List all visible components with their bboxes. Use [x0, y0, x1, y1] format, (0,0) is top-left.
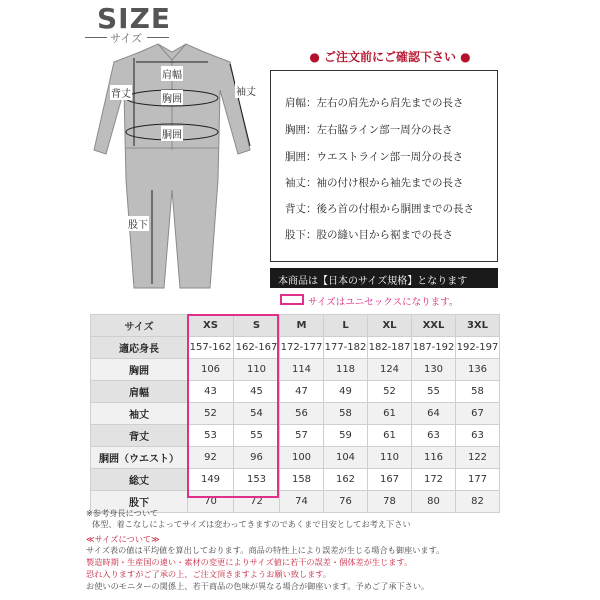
subtitle-divider-left — [85, 37, 107, 38]
coverall-diagram — [80, 40, 270, 300]
cell: 67 — [456, 403, 500, 425]
cell: 110 — [368, 447, 412, 469]
cell: 61 — [368, 425, 412, 447]
cell: 45 — [234, 381, 280, 403]
cell: 182-187 — [368, 337, 412, 359]
diagram-label-sleeve: 袖丈 — [235, 83, 257, 98]
size-table — [90, 314, 500, 513]
note-reference-detail: 体型、着こなしによってサイズは変わってきますのであくまで目安としてお考え下さい — [92, 519, 411, 529]
cell: 53 — [188, 425, 234, 447]
cell: 177 — [456, 469, 500, 491]
table-row — [91, 359, 500, 381]
cell: 64 — [412, 403, 456, 425]
row-label: 胴囲（ウエスト） — [91, 447, 188, 469]
diagram-label-back: 背丈 — [110, 85, 132, 100]
cell: 72 — [234, 491, 280, 513]
cell: 52 — [188, 403, 234, 425]
notice-line-waist: 胴囲：ウエストライン部一周分の長さ — [285, 151, 464, 163]
row-label: 適応身長 — [91, 337, 188, 359]
cell: 172-177 — [280, 337, 324, 359]
cell: 76 — [324, 491, 368, 513]
size-subtitle: サイズ — [110, 32, 143, 45]
cell: 110 — [234, 359, 280, 381]
cell: 80 — [412, 491, 456, 513]
size-title: SIZE — [97, 2, 172, 35]
cell: 49 — [324, 381, 368, 403]
cell: 158 — [280, 469, 324, 491]
highlight-legend-swatch — [280, 294, 304, 305]
table-row — [91, 337, 500, 359]
header-xl: XL — [368, 315, 412, 337]
note-size-heading: ≪サイズについて≫ — [86, 534, 160, 544]
cell: 187-192 — [412, 337, 456, 359]
header-3xl: 3XL — [456, 315, 500, 337]
diagram-label-chest: 胸囲 — [161, 90, 183, 105]
cell: 162 — [324, 469, 368, 491]
cell: 78 — [368, 491, 412, 513]
note-reference-height: ※参考身長について — [86, 508, 159, 518]
cell: 56 — [280, 403, 324, 425]
unisex-note: サイズはユニセックスになります。 — [308, 297, 459, 308]
notice-line-chest: 胸囲：左右脇ライン部一周分の長さ — [285, 124, 453, 136]
table-row — [91, 447, 500, 469]
table-row — [91, 381, 500, 403]
note-average: サイズ表の値は平均値を算出しております。商品の特性上により誤差が生じる場合も御座います。 — [86, 545, 445, 555]
cell: 58 — [456, 381, 500, 403]
notice-line-sleeve: 袖丈：袖の付け根から袖先までの長さ — [285, 177, 464, 189]
cell: 192-197 — [456, 337, 500, 359]
cell: 167 — [368, 469, 412, 491]
cell: 74 — [280, 491, 324, 513]
cell: 57 — [280, 425, 324, 447]
header-s: S — [234, 315, 280, 337]
header-l: L — [324, 315, 368, 337]
note-acknowledge: 恐れ入りますがご了承の上、ご注文頂きますようお願い致します。 — [86, 569, 331, 579]
diagram-label-shoulder: 肩幅 — [161, 66, 183, 81]
cell: 136 — [456, 359, 500, 381]
cell: 172 — [412, 469, 456, 491]
cell: 177-182 — [324, 337, 368, 359]
cell: 116 — [412, 447, 456, 469]
cell: 63 — [456, 425, 500, 447]
table-header-row — [91, 315, 500, 337]
cell: 149 — [188, 469, 234, 491]
cell: 82 — [456, 491, 500, 513]
notice-line-inseam: 股下：股の縫い目から裾までの長さ — [285, 229, 453, 241]
cell: 106 — [188, 359, 234, 381]
header-size: サイズ — [91, 315, 188, 337]
row-label: 股下 — [91, 491, 188, 513]
cell: 63 — [412, 425, 456, 447]
cell: 61 — [368, 403, 412, 425]
cell: 124 — [368, 359, 412, 381]
cell: 55 — [412, 381, 456, 403]
cell: 55 — [234, 425, 280, 447]
row-label: 総丈 — [91, 469, 188, 491]
notice-title: ● ご注文前にご確認下さい ● — [309, 50, 471, 64]
cell: 92 — [188, 447, 234, 469]
row-label: 背丈 — [91, 425, 188, 447]
note-monitor-color: お使いのモニターの関係上、若干商品の色味が異なる場合が御座います。予めご了承下さい。 — [86, 581, 430, 591]
cell: 153 — [234, 469, 280, 491]
cell: 47 — [280, 381, 324, 403]
notice-box — [270, 70, 498, 262]
cell: 157-162 — [188, 337, 234, 359]
cell: 104 — [324, 447, 368, 469]
cell: 162-167 — [234, 337, 280, 359]
notice-line-back: 背丈：後ろ首の付根から胴囲までの長さ — [285, 203, 474, 215]
cell: 100 — [280, 447, 324, 469]
cell: 118 — [324, 359, 368, 381]
cell: 54 — [234, 403, 280, 425]
cell: 52 — [368, 381, 412, 403]
notice-line-shoulder: 肩幅：左右の肩先から肩先までの長さ — [285, 97, 464, 109]
cell: 59 — [324, 425, 368, 447]
header-m: M — [280, 315, 324, 337]
table-row — [91, 425, 500, 447]
row-label: 肩幅 — [91, 381, 188, 403]
cell: 114 — [280, 359, 324, 381]
cell: 58 — [324, 403, 368, 425]
cell: 122 — [456, 447, 500, 469]
note-manufacturing: 製造時期・生産国の違い・素材の変更によりサイズ値に若干の誤差・個体差が生じます。 — [86, 557, 413, 567]
table-row — [91, 403, 500, 425]
table-row — [91, 469, 500, 491]
japan-size-banner: 本商品は【日本のサイズ規格】となります — [270, 268, 498, 288]
header-xs: XS — [188, 315, 234, 337]
cell: 70 — [188, 491, 234, 513]
diagram-label-inseam: 股下 — [127, 216, 149, 231]
subtitle-divider-right — [147, 37, 169, 38]
diagram-label-waist: 胴囲 — [161, 126, 183, 141]
header-xxl: XXL — [412, 315, 456, 337]
cell: 96 — [234, 447, 280, 469]
cell: 130 — [412, 359, 456, 381]
row-label: 胸囲 — [91, 359, 188, 381]
cell: 43 — [188, 381, 234, 403]
row-label: 袖丈 — [91, 403, 188, 425]
